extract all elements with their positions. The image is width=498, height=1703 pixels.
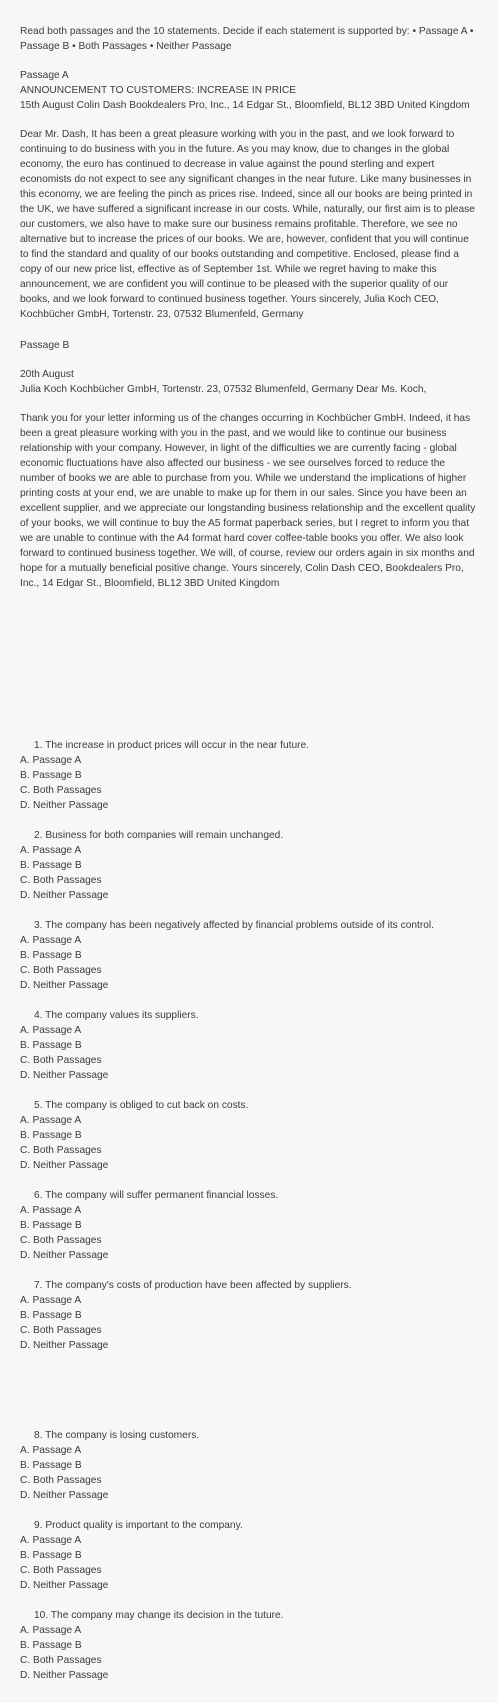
option-a[interactable]: A. Passage A [20,1535,82,1546]
passage-a-header: 15th August Colin Dash Bookdealers Pro, Inc., 14 Edgar St., Bloomfield, BL12 3BD United Kingdom [20,100,470,111]
option-c[interactable]: C. Both Passages [20,1655,102,1666]
option-c[interactable]: C. Both Passages [20,1235,102,1246]
option-d[interactable]: D. Neither Passage [20,1070,109,1081]
option-b[interactable]: B. Passage B [20,1130,82,1141]
question-2 [20,828,480,903]
option-a[interactable]: A. Passage A [20,755,82,766]
option-b[interactable]: B. Passage B [20,1640,82,1651]
option-d[interactable]: D. Neither Passage [20,800,109,811]
question-stem: 9. Product quality is important to the company. [34,1520,243,1531]
question-stem: 8. The company is losing customers. [34,1430,200,1441]
passage-b-date: 20th August [20,369,74,380]
option-b[interactable]: B. Passage B [20,860,82,871]
option-c[interactable]: C. Both Passages [20,875,102,886]
passage-b-label: Passage B [20,340,70,351]
option-b[interactable]: B. Passage B [20,1550,82,1561]
option-b[interactable]: B. Passage B [20,1310,82,1321]
option-d[interactable]: D. Neither Passage [20,1580,109,1591]
instructions: Read both passages and the 10 statements. Decide if each statement is supported by: • Passage A • Passage B • Both Passages • Neither Passage [20,26,474,52]
question-9 [20,1518,480,1593]
option-a[interactable]: A. Passage A [20,845,82,856]
question-8 [20,1428,480,1503]
option-d[interactable]: D. Neither Passage [20,1160,109,1171]
passage-b [20,338,480,591]
option-c[interactable]: C. Both Passages [20,1055,102,1066]
option-a[interactable]: A. Passage A [20,1625,82,1636]
option-d[interactable]: D. Neither Passage [20,1490,109,1501]
question-stem: 10. The company may change its decision in the tuture. [34,1610,284,1621]
question-5 [20,1098,480,1173]
passage-a-body: Dear Mr. Dash, It has been a great pleasure working with you in the past, and we look forward to continuing to do business with you in the future. As you may know, due to changes in the global economy, the euro has continued to decrease in value against the pound sterling and expert economists do not expect to see any significant changes in the near future. Like many businesses in this economy, we are feeling the pinch as prices rise. Indeed, since all our books are being printed in the UK, we have suffered a significant increase in our costs. While, naturally, our first aim is to please our customers, we also have to make sure our business remains profitable. Therefore, we see no alternative but to increase the prices of our books. We are, however, confident that you will continue to find the standard and quality of our books outstanding and competitive. Enclosed, please find a copy of our new price list, effective as of September 1st. While we regret having to make this announcement, we are confident you will continue to be pleased with the superior quality of our books, and we look forward to continued business together. Yours sincerely, Julia Koch CEO, Kochbücher GmbH, Tortenstr. 23, 07532 Blumenfeld, Germany [20,129,475,320]
option-b[interactable]: B. Passage B [20,770,82,781]
option-d[interactable]: D. Neither Passage [20,1340,109,1351]
option-c[interactable]: C. Both Passages [20,1565,102,1576]
option-d[interactable]: D. Neither Passage [20,1670,109,1681]
passage-b-body: Thank you for your letter informing us of the changes occurring in Kochbücher GmbH. Indeed, it has been a great pleasure working with you in the past, and we would like to continue our business relationship with your company. However, in light of the difficulties we are currently facing - global economic fluctuations have also affected our business - we see ourselves forced to reduce the number of books we are able to purchase from you. While we understand the implications of higher printing costs at your end, we are unable to make up for them in our sales. Since you have been an excellent supplier, and we appreciate our longstanding business relationship and the excellent quality of your books, we will continue to buy the A5 format paperback series, but I regret to inform you that we are unable to continue with the A4 format hard cover coffee-table books you offer. We also look forward to continued business together. We will, of course, review our orders again in six months and hope for a mutually beneficial positive change. Yours sincerely, Colin Dash CEO, Bookdealers Pro, Inc., 14 Edgar St., Bloomfield, BL12 3BD United Kingdom [20,413,476,589]
option-c[interactable]: C. Both Passages [20,965,102,976]
question-10 [20,1608,480,1683]
option-c[interactable]: C. Both Passages [20,785,102,796]
question-stem: 2. Business for both companies will remain unchanged. [34,830,284,841]
passage-a-title: ANNOUNCEMENT TO CUSTOMERS: INCREASE IN PRICE [20,85,297,96]
question-6 [20,1188,480,1263]
option-b[interactable]: B. Passage B [20,950,82,961]
option-c[interactable]: C. Both Passages [20,1325,102,1336]
question-4 [20,1008,480,1083]
option-a[interactable]: A. Passage A [20,1025,82,1036]
option-b[interactable]: B. Passage B [20,1040,82,1051]
question-list [20,738,480,1698]
option-d[interactable]: D. Neither Passage [20,1250,109,1261]
option-d[interactable]: D. Neither Passage [20,980,109,991]
question-stem: 7. The company's costs of production have been affected by suppliers. [34,1280,352,1291]
question-7 [20,1278,480,1353]
option-b[interactable]: B. Passage B [20,1460,82,1471]
option-a[interactable]: A. Passage A [20,1445,82,1456]
option-c[interactable]: C. Both Passages [20,1475,102,1486]
option-a[interactable]: A. Passage A [20,1295,82,1306]
option-a[interactable]: A. Passage A [20,1205,82,1216]
passage-a-label: Passage A [20,70,69,81]
passage-b-header: Julia Koch Kochbücher GmbH, Tortenstr. 23, 07532 Blumenfeld, Germany Dear Ms. Koch, [20,384,427,395]
option-d[interactable]: D. Neither Passage [20,890,109,901]
question-1 [20,738,480,813]
option-b[interactable]: B. Passage B [20,1220,82,1231]
option-a[interactable]: A. Passage A [20,935,82,946]
passage-a [20,68,480,322]
question-stem: 3. The company has been negatively affected by financial problems outside of its control. [34,920,435,931]
question-3 [20,918,480,993]
option-a[interactable]: A. Passage A [20,1115,82,1126]
question-stem: 4. The company values its suppliers. [34,1010,199,1021]
option-c[interactable]: C. Both Passages [20,1145,102,1156]
question-stem: 5. The company is obliged to cut back on costs. [34,1100,249,1111]
question-stem: 1. The increase in product prices will occur in the near future. [34,740,310,751]
question-stem: 6. The company will suffer permanent financial losses. [34,1190,279,1201]
